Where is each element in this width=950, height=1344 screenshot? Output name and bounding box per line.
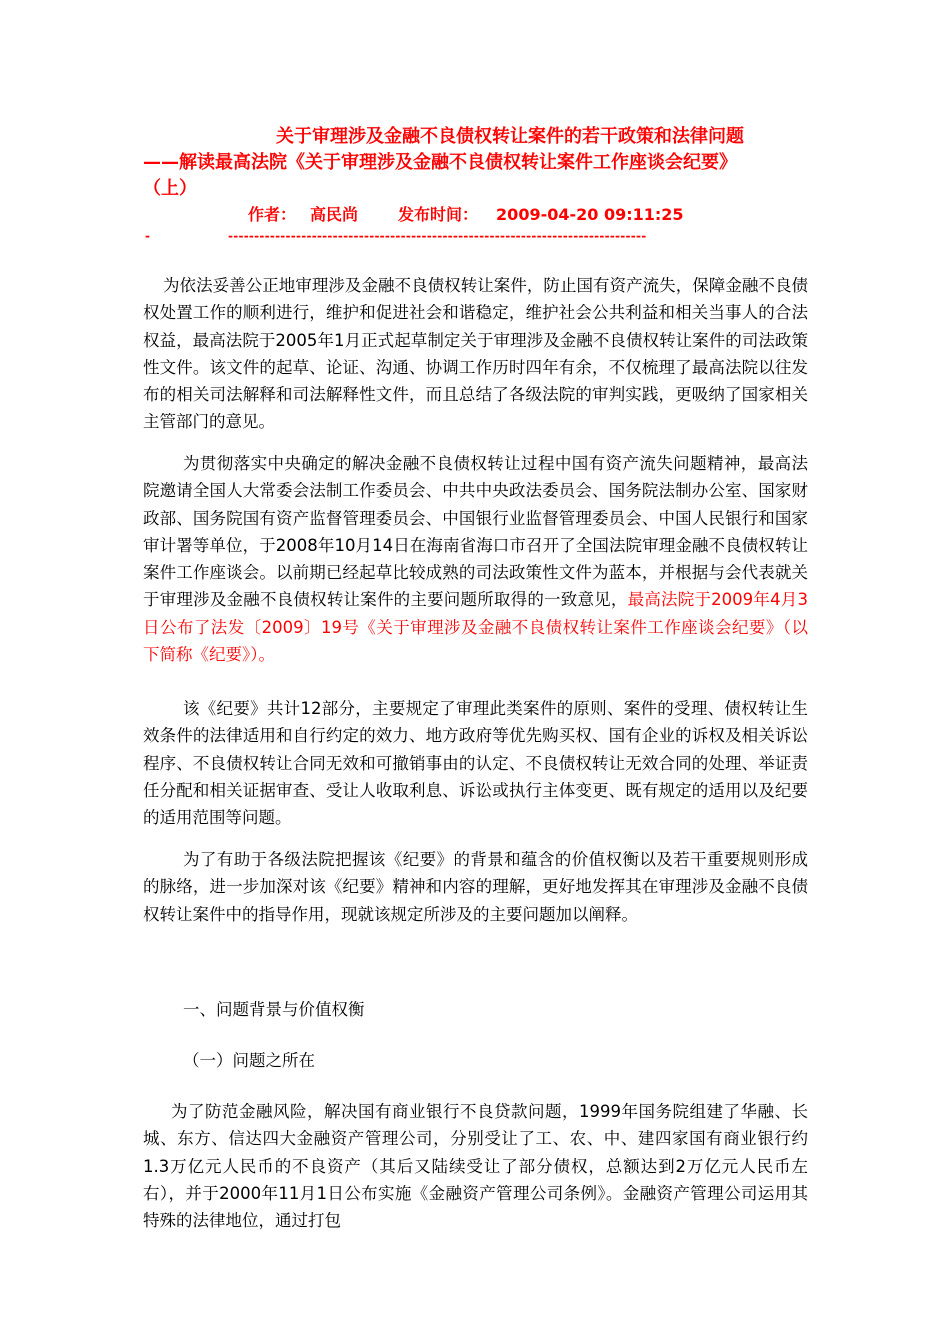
- paragraph-meeting: [143, 450, 808, 668]
- divider-line: --------------------------------------------------------------------------------: [228, 229, 647, 243]
- paragraph-meeting-highlight: 最高法院于2009年4月3日公布了法发〔2009〕19号《关于审理涉及金融不良债权转让案件工作座谈会纪要》（以下简称《纪要》）。: [143, 590, 808, 665]
- author-label: 作者：: [248, 205, 297, 224]
- title-main: 关于审理涉及金融不良债权转让案件的若干政策和法律问题: [276, 126, 744, 147]
- paragraph-intro: 为依法妥善公正地审理涉及金融不良债权转让案件，防止国有资产流失，保障金融不良债权处置工作的顺利进行，维护和促进社会和谐稳定，维护社会公共利益和相关当事人的合法权益，最高法院于2005年1月正式起草制定关于审理涉及金融不良债权转让案件的司法政策性文件。该文件的起草、论证、沟通、协调工作历时四年有余，不仅梳理了最高法院以往发布的相关司法解释和司法解释性文件，而且总结了各级法院的审判实践，更吸纳了国家相关主管部门的意见。: [143, 276, 808, 432]
- paragraph-background: 为了防范金融风险，解决国有商业银行不良贷款问题，1999年国务院组建了华融、长城、东方、信达四大金融资产管理公司，分别受让了工、农、中、建四家国有商业银行约1.3万亿元人民币的不良资产（其后又陆续受让了部分债权，总额达到2万亿元人民币左右），并于2000年11月1日公布实施《金融资产管理公司条例》。金融资产管理公司运用其特殊的法律地位，通过打包: [143, 1102, 808, 1231]
- divider-short: -: [145, 229, 150, 243]
- paragraph-meeting-text: 为贯彻落实中央确定的解决金融不良债权转让过程中国有资产流失问题精神，最高法院邀请全国人大常委会法制工作委员会、中共中央政法委员会、国务院法制办公室、国家财政部、国务院国有资产监督管理委员会、中国银行业监督管理委员会、中国人民银行和国家审计署等单位，于2008年10月14日在海南省海口市召开了全国法院审理金融不良债权转让案件工作座谈会。以前期已经起草比较成熟的司法政策性文件为蓝本，并根据与会代表就关于审理涉及金融不良债权转让案件的主要问题所取得的一致意见，: [143, 454, 808, 610]
- article-title: [143, 124, 813, 202]
- article-meta: [248, 202, 684, 225]
- title-subtitle: ——解读最高法院《关于审理涉及金融不良债权转让案件工作座谈会纪要》: [143, 152, 737, 173]
- title-part: （上）: [143, 178, 197, 199]
- paragraph-purpose: 为了有助于各级法院把握该《纪要》的背景和蕴含的价值权衡以及若干重要规则形成的脉络，进一步加深对该《纪要》精神和内容的理解，更好地发挥其在审理涉及金融不良债权转让案件中的指导作用，现就该规定所涉及的主要问题加以阐释。: [143, 850, 808, 924]
- date-label: 发布时间：: [398, 205, 479, 224]
- subsection-heading: （一）问题之所在: [183, 1051, 315, 1070]
- section-heading: 一、问题背景与价值权衡: [183, 1000, 365, 1019]
- date-value: 2009-04-20 09:11:25: [496, 205, 684, 224]
- paragraph-summary: 该《纪要》共计12部分，主要规定了审理此类案件的原则、案件的受理、债权转让生效条件的法律适用和自行约定的效力、地方政府等优先购买权、国有企业的诉权及相关诉讼程序、不良债权转让合同无效和可撤销事由的认定、不良债权转让无效合同的处理、举证责任分配和相关证据审查、受让人收取利息、诉讼或执行主体变更、既有规定的适用以及纪要的适用范围等问题。: [143, 699, 808, 828]
- author-name: 高民尚: [310, 205, 359, 224]
